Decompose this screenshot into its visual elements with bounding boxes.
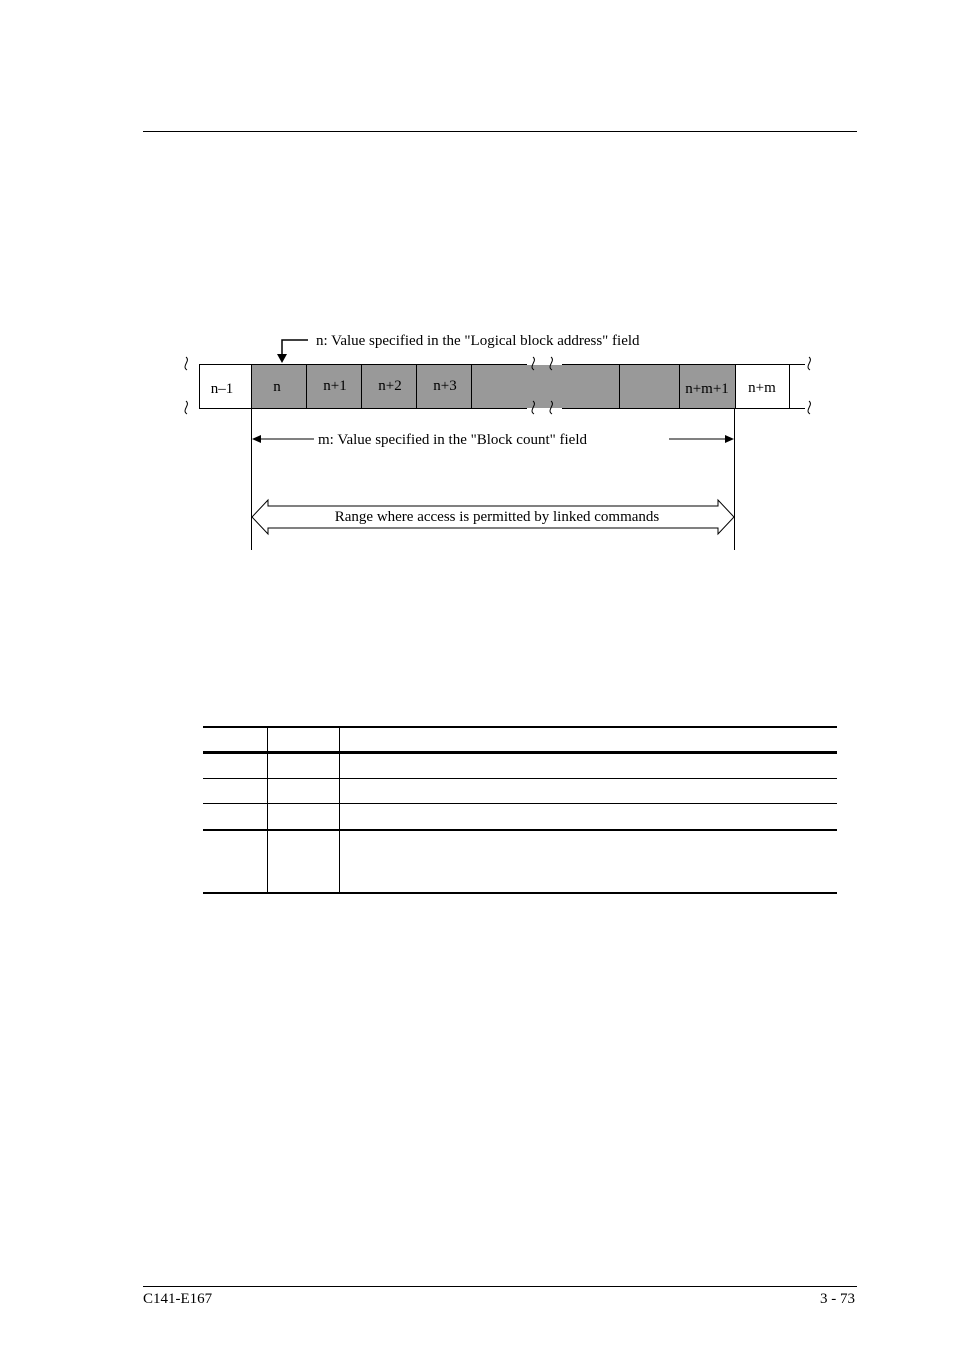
table-row-rule [203, 829, 837, 831]
block-cell-gap [471, 365, 619, 408]
block-label: n [273, 379, 281, 395]
block-cell-n-plus-m [619, 365, 679, 408]
block-label: n+1 [323, 378, 347, 394]
m-arrowhead-left [252, 435, 261, 443]
block-address-diagram [0, 0, 954, 600]
table-top-rule [203, 726, 837, 728]
table-row-rule [203, 803, 837, 804]
range-label: Range where access is permitted by linked commands [334, 509, 660, 525]
n-label: n: Value specified in the "Logical block address" field [316, 333, 640, 349]
n-pointer-arrowhead [277, 354, 287, 363]
table-column-rule [267, 726, 268, 894]
footer-page-number: 3 - 73 [820, 1291, 855, 1307]
footer-doc-id: C141-E167 [143, 1291, 213, 1307]
table-column-rule [339, 726, 340, 894]
range-extent-lines [252, 409, 735, 550]
block-label: n–1 [210, 381, 234, 397]
table-row-rule [203, 778, 837, 779]
table-header-rule [203, 751, 837, 754]
block-label: n+2 [378, 378, 402, 394]
m-arrowhead-right [725, 435, 734, 443]
block-label: n+m [748, 380, 776, 396]
table-bottom-rule [203, 892, 837, 894]
block-label: n+m+1 [685, 381, 729, 397]
m-label: m: Value specified in the "Block count" field [318, 432, 587, 448]
footer-rule [143, 1286, 857, 1287]
block-label: n+3 [433, 378, 457, 394]
n-pointer-arrow [282, 340, 308, 356]
